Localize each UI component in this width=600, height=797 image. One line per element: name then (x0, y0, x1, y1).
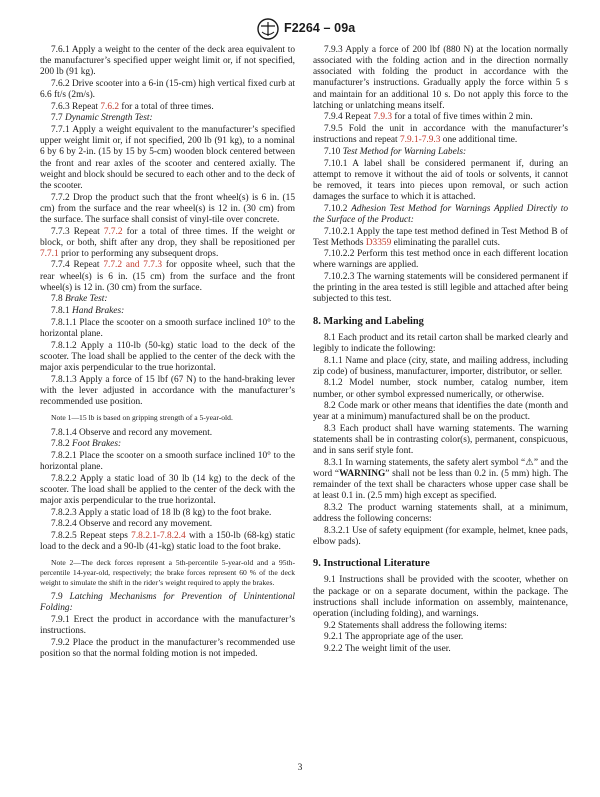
section-link[interactable]: 7.7.1 (40, 248, 59, 259)
heading-7-7 (40, 113, 295, 124)
document-designation: F2264 – 09a (284, 21, 356, 35)
section-link[interactable]: 7.9.3 (373, 112, 392, 123)
text: prior to performing any subsequent drops. (58, 248, 219, 259)
paragraph-7-10-1: 7.10.1 A label shall be considered permanent if, during an attempt to remove it without the aid of tools or solvents, it cannot be removed, it tears into pieces upon removal, or such action damages the surface to which it is attached. (313, 158, 568, 203)
section-title: Dynamic Strength Test: (65, 113, 153, 124)
paragraph-7-8-2-4: 7.8.2.4 Observe and record any movement. (51, 519, 213, 530)
paragraph-7-7-3 (40, 227, 295, 260)
paragraph-7-8-1-4: 7.8.1.4 Observe and record any movement. (51, 427, 213, 438)
section-number: 7.8.2 (51, 439, 73, 450)
text: 7.10.2.1 Apply the tape test method defined in Test Method B of Test Methods (313, 226, 568, 248)
warning-word: WARNING (339, 469, 386, 480)
paragraph-8-3: 8.3 Each product shall have warning statements. The warning statements shall be in contrasting color(s), permanent, conspicuous, and in sans serif style font. (313, 424, 568, 457)
text: 7.7.4 Repeat (51, 260, 104, 271)
heading-7-10 (313, 147, 568, 158)
paragraph-8-1-2: 8.1.2 Model number, stock number, catalog number, item number, or other symbol expressed numerically, or otherwise. (313, 378, 568, 400)
paragraph-9-1: 9.1 Instructions shall be provided with the scooter, whether on the package or on a separate document, within the package. The instructions shall include information on assembly, maintenance, operation (including folding), and warnings. (313, 575, 568, 619)
section-link[interactable]: 7.7.2 and 7.7.3 (103, 260, 162, 271)
text: for a total of three times. (119, 101, 214, 112)
section-link[interactable]: 7.8.2.1-7.8.2.4 (131, 531, 186, 541)
text: 7.8.2.5 Repeat steps (51, 531, 132, 541)
paragraph-8-2: 8.2 Code mark or other means that identifies the date (month and year at a minimum) manufactured shall be on the product. (313, 401, 568, 423)
heading-7-10-2 (313, 204, 568, 226)
section-number: 7.7 (51, 113, 66, 124)
section-number: 7.10 (324, 146, 343, 157)
paragraph-7-10-2-3: 7.10.2.3 The warning statements will be considered permanent if the printing in the area tested is still legible and attached after being subjected to this test. (313, 272, 568, 305)
paragraph-7-8-2-5 (40, 531, 295, 553)
heading-7-8-2 (40, 439, 295, 450)
section-link[interactable]: 7.7.2 (103, 226, 123, 237)
paragraph-9-2: 9.2 Statements shall address the following items: (324, 620, 507, 631)
text: 7.9.4 Repeat (324, 112, 374, 123)
paragraph-7-7-1: 7.7.1 Apply a weight equivalent to the manufacturer’s specified upper weight limit or, if not specified, 200 lb (91 kg), to a nominal 6 by 6 by 2-in. (15 by 15 by 5-cm) wooden block centered between the front and rear axles of the scooter and centered axially. The weight and block should be secured to each other and to the deck of the scooter. (40, 125, 295, 191)
section-title: Foot Brakes: (72, 439, 122, 450)
paragraph-9-2-2: 9.2.2 The weight limit of the user. (324, 643, 451, 654)
paragraph-7-8-2-3: 7.8.2.3 Apply a static load of 18 lb (8 kg) to the foot brake. (51, 507, 272, 518)
section-title: Adhesion Test Method for Warnings Applied Directly to the Surface of the Product: (313, 203, 568, 225)
paragraph-7-8-2-1: 7.8.2.1 Place the scooter on a smooth surface inclined 10° to the horizontal plane. (40, 450, 295, 473)
paragraph-7-8-1-1: 7.8.1.1 Place the scooter on a smooth surface inclined 10° to the horizontal plane. (40, 317, 295, 339)
section-title: Latching Mechanisms for Prevention of Unintentional Folding: (40, 592, 295, 614)
paragraph-7-9-1: 7.9.1 Erect the product in accordance with the manufacturer’s instructions. (40, 614, 295, 637)
section-title: Brake Test: (65, 294, 108, 305)
heading-7-8-1 (40, 306, 295, 317)
paragraph-7-9-2: 7.9.2 Place the product in the manufacturer’s recommended use position so that the normal folding motion is not impeded. (40, 637, 295, 659)
note-1: Note 1—15 lb is based on gripping strength of a 5-year-old. (51, 413, 233, 422)
astm-logo-icon (256, 18, 280, 40)
standard-link[interactable]: D3359 (365, 237, 392, 248)
paragraph-9-2-1: 9.2.1 The appropriate age of the user. (324, 632, 464, 643)
paragraph-8-3-1 (313, 458, 568, 503)
heading-7-8 (40, 294, 295, 305)
text: 8.3.1 In warning statements, the safety alert symbol “ (324, 457, 526, 468)
section-number: 7.8 (51, 294, 66, 305)
note-2: Note 2—The deck forces represent a 5th-percentile 5-year-old and a 95th-percentile 14-year-old, respectively; the brake forces represent 60 % of the deck weight to simulate the shift in the rider’s weight required to apply the brakes. (40, 558, 295, 587)
section-number: 7.10.2 (324, 203, 352, 214)
section-link[interactable]: 7.6.2 (100, 101, 119, 112)
paragraph-7-9-4 (313, 112, 568, 123)
page-header (0, 18, 600, 40)
section-8-heading: 8. Marking and Labeling (313, 315, 424, 327)
text: for a total of three times. If the weight or block, or both, shift after any drop, they shall be repositioned per (40, 226, 295, 248)
text: 7.9.5 Fold the unit in accordance with the manufacturer’s instructions and repeat (313, 124, 568, 146)
paragraph-8-3-2: 8.3.2 The product warning statements shall, at a minimum, address the following concerns: (313, 503, 568, 525)
paragraph-7-7-2: 7.7.2 Drop the product such that the front wheel(s) is 6 in. (15 cm) from the surface and the rear wheel(s) is 12 in. (30 cm) from the surface. The surface shall consist of vinyl-tile over concrete. (40, 192, 295, 225)
text: 7.6.3 Repeat (51, 101, 101, 112)
section-number: 7.9 (51, 592, 70, 603)
paragraph-7-9-5 (313, 124, 568, 146)
text: with a 150-lb (68-kg) static load to the deck and a 90-lb (41-kg) static load to the foot brake. (40, 531, 295, 553)
paragraph-7-9-3: 7.9.3 Apply a force of 200 lbf (880 N) at the location normally associated with the folding action and in the direction normally associated with folding the product in accordance with the manufacturer’s instructions. Gradually apply the force within 5 s and maintain for an additional 10 s. Do not apply this force to the latching or unlatching means itself. (313, 45, 568, 111)
text: ” and the word “ (313, 457, 568, 480)
paragraph-7-7-4 (40, 260, 295, 293)
paragraph-7-6-3 (40, 102, 295, 113)
text: for opposite wheel, such that the rear wheel(s) is 6 in. (15 cm) from the surface and the front wheel(s) is 12 in. (30 cm) from the surface. (40, 260, 295, 293)
safety-alert-icon: ⚠ (525, 457, 534, 468)
paragraph-8-1-1: 8.1.1 Name and place (city, state, and mailing address, including zip code) of business, manufacturer, importer, distributor, or seller. (313, 355, 568, 377)
paragraph-8-3-2-1: 8.3.2.1 Use of safety equipment (for example, helmet, knee pads, elbow pads). (313, 525, 568, 548)
section-9-heading: 9. Instructional Literature (313, 558, 430, 570)
text: for a total of five times within 2 min. (392, 112, 533, 123)
paragraph-7-10-2-2: 7.10.2.2 Perform this test method once in each different location where warnings are applied. (313, 249, 568, 271)
text: eliminating the parallel cuts. (391, 237, 500, 248)
section-title: Hand Brakes: (72, 306, 125, 317)
left-column (40, 45, 295, 660)
text: 7.7.3 Repeat (51, 226, 104, 237)
paragraph-7-6-1: 7.6.1 Apply a weight to the center of the deck area equivalent to the manufacturer’s specified upper weight limit or, if not specified, 200 lb (91 kg). (40, 45, 295, 78)
heading-7-9 (40, 592, 295, 614)
section-title: Test Method for Warning Labels: (342, 146, 467, 157)
paragraph-7-8-1-2: 7.8.1.2 Apply a 110-lb (50-kg) static load to the deck of the scooter. The load shall be applied to the center of the deck with the major axis perpendicular to the true horizontal. (40, 340, 295, 373)
paragraph-7-8-1-3: 7.8.1.3 Apply a force of 15 lbf (67 N) to the hand-braking lever with the lever adjusted in accordance with the manufacturer’s recommended use position. (40, 374, 295, 407)
text: ” shall not be less than 0.2 in. (5 mm) high. The remainder of the text shall be characters whose upper case shall be at least 0.1 in. (2.5 mm) high except as specified. (313, 469, 569, 502)
paragraph-7-10-2-1 (313, 227, 568, 249)
paragraph-7-6-2: 7.6.2 Drive scooter into a 6-in (15-cm) high vertical fixed curb at 6.6 ft/s (2m/s). (40, 78, 295, 101)
section-link[interactable]: 7.9.1-7.9.3 (399, 135, 441, 146)
paragraph-8-1: 8.1 Each product and its retail carton shall be marked clearly and legibly to indicate the following: (313, 332, 568, 354)
paragraph-7-8-2-2: 7.8.2.2 Apply a static load of 30 lb (14 kg) to the deck of the scooter. The load shall be applied to the center of the deck with the major axis perpendicular to the true horizontal. (40, 473, 295, 507)
right-column (313, 45, 568, 655)
section-number: 7.8.1 (51, 306, 73, 317)
text: one additional time. (440, 135, 518, 146)
page-number: 3 (297, 763, 303, 773)
